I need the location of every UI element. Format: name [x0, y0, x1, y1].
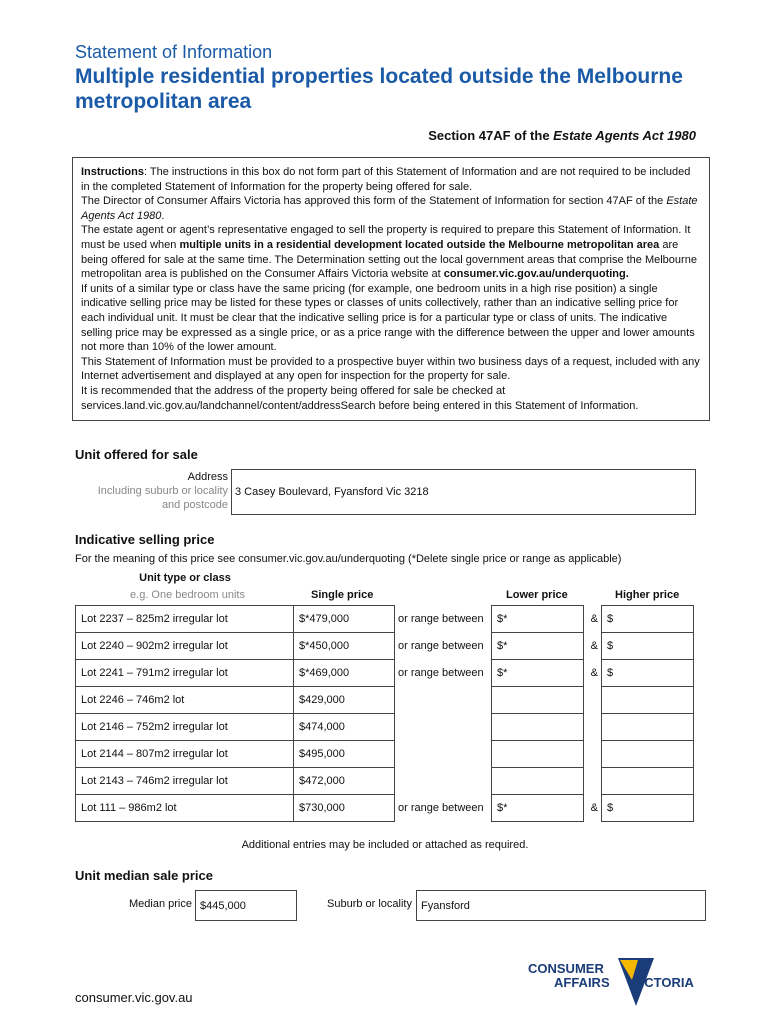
additional-entries-note: Additional entries may be included or attached as required. [241, 839, 529, 851]
single-price-cell[interactable]: $*479,000 [294, 606, 395, 633]
higher-price-cell[interactable]: $ [602, 660, 694, 687]
section-ref-prefix: Section 47AF of the [428, 128, 554, 143]
range-label [395, 714, 492, 741]
ampersand [584, 768, 602, 795]
price-row [76, 795, 694, 822]
range-label [395, 741, 492, 768]
instructions-p2-end: . [161, 209, 165, 222]
lot-cell[interactable]: Lot 2237 – 825m2 irregular lot [76, 606, 294, 633]
instructions-p3a: The estate agent or agent’s representative engaged to sell the property is required to prepare this Statement of Information. It must be used when [81, 224, 691, 251]
range-label: or range between [398, 613, 484, 625]
price-row [76, 606, 694, 633]
single-price-cell[interactable]: $472,000 [294, 768, 395, 795]
lot-cell[interactable]: Lot 2146 – 752m2 irregular lot [76, 714, 294, 741]
higher-price-cell[interactable]: $ [602, 606, 694, 633]
instructions-p6: It is recommended that the address of the property being offered for sale be checked at services.land.vic.gov.au/landchannel/content/addressSearch before being entered in this Statement of Information. [81, 384, 639, 412]
higher-price-header: Higher price [615, 589, 680, 601]
lower-price-cell[interactable]: $* [492, 606, 584, 633]
lower-price-cell[interactable]: $* [492, 795, 584, 822]
single-price-cell[interactable]: $474,000 [294, 714, 395, 741]
single-price-cell[interactable]: $495,000 [294, 741, 395, 768]
lower-price-cell[interactable]: $* [492, 633, 584, 660]
price-row [76, 633, 694, 660]
median-price-label: Median price [129, 898, 192, 910]
range-label: or range between [398, 640, 484, 652]
logo-line3: VICTORIA [632, 975, 694, 990]
lot-cell[interactable]: Lot 2240 – 902m2 irregular lot [76, 633, 294, 660]
address-label-line1: Address [187, 471, 228, 483]
instructions-p2-act: Estate Agents Act 1980 [81, 195, 698, 222]
median-price-field[interactable]: $445,000 [195, 890, 297, 921]
unit-offered-heading: Unit offered for sale [75, 447, 198, 462]
higher-price-cell[interactable]: $ [602, 795, 694, 822]
single-price-cell[interactable]: $429,000 [294, 687, 395, 714]
logo-line2: AFFAIRS [554, 975, 610, 990]
consumer-affairs-victoria-logo [528, 958, 708, 1008]
lower-price-header: Lower price [506, 589, 568, 601]
ampersand: & [590, 667, 598, 679]
form-title: Multiple residential properties located outside the Melbourne metropolitan area [75, 65, 683, 113]
instructions-p4: If units of a similar type or class have the same pricing (for example, one bedroom units in a high rise position) a single indicative selling price may be listed for these types or classes of units collectively, rather than an indicative selling price for each individual unit. It must be clear that the indicative selling price is for a particular type or class of units. The indicative selling price may be expressed as a single price, or as a price range with the difference between the upper and lower amounts not more than 10% of the lower amount. [81, 282, 695, 354]
single-price-cell[interactable]: $*469,000 [294, 660, 395, 687]
price-row [76, 768, 694, 795]
single-price-cell[interactable]: $*450,000 [294, 633, 395, 660]
price-meaning-note: For the meaning of this price see consumer.vic.gov.au/underquoting (*Delete single price or range as applicable) [75, 553, 622, 565]
lower-price-cell[interactable] [492, 687, 584, 714]
instructions-p3b: are being offered for sale at the same time. The Determination setting out the local government areas that comprise the Melbourne metropolitan area is published on the Consumer Affairs Victoria website at [81, 238, 697, 281]
ampersand: & [590, 613, 598, 625]
suburb-label: Suburb or locality [327, 898, 412, 910]
median-heading: Unit median sale price [75, 868, 213, 883]
section-reference [428, 128, 696, 143]
address-label-line3: and postcode [161, 499, 228, 511]
higher-price-cell[interactable] [602, 741, 694, 768]
footer-url[interactable]: consumer.vic.gov.au [75, 990, 193, 1005]
lot-cell[interactable]: Lot 2143 – 746m2 irregular lot [76, 768, 294, 795]
unit-type-header: Unit type or class [139, 572, 231, 584]
underquoting-link[interactable]: consumer.vic.gov.au/underquoting. [443, 268, 629, 281]
suburb-field[interactable]: Fyansford [416, 890, 706, 921]
address-label-line2: Including suburb or locality [97, 485, 228, 497]
higher-price-cell[interactable] [602, 768, 694, 795]
price-row [76, 660, 694, 687]
higher-price-cell[interactable]: $ [602, 633, 694, 660]
single-price-cell[interactable]: $730,000 [294, 795, 395, 822]
price-row [76, 714, 694, 741]
address-label [72, 470, 228, 512]
ampersand [584, 714, 602, 741]
address-field[interactable]: 3 Casey Boulevard, Fyansford Vic 3218 [231, 469, 696, 515]
section-ref-act: Estate Agents Act 1980 [553, 128, 696, 143]
lot-cell[interactable]: Lot 111 – 986m2 lot [76, 795, 294, 822]
ampersand [584, 741, 602, 768]
lot-cell[interactable]: Lot 2246 – 746m2 lot [76, 687, 294, 714]
price-table [75, 605, 694, 822]
range-label: or range between [398, 667, 484, 679]
ampersand: & [590, 640, 598, 652]
price-row [76, 741, 694, 768]
unit-type-example: e.g. One bedroom units [130, 589, 245, 601]
higher-price-cell[interactable] [602, 714, 694, 741]
ampersand [584, 687, 602, 714]
lot-cell[interactable]: Lot 2241 – 791m2 irregular lot [76, 660, 294, 687]
indicative-price-heading: Indicative selling price [75, 532, 215, 547]
range-label: or range between [398, 802, 484, 814]
form-pre-title: Statement of Information [75, 42, 273, 62]
logo-line1: CONSUMER [528, 961, 604, 976]
lower-price-cell[interactable]: $* [492, 660, 584, 687]
instructions-box [72, 157, 710, 421]
lower-price-cell[interactable] [492, 714, 584, 741]
instructions-p3-bold: multiple units in a residential development located outside the Melbourne metropolitan area [179, 238, 660, 251]
range-label [395, 768, 492, 795]
lower-price-cell[interactable] [492, 741, 584, 768]
lower-price-cell[interactable] [492, 768, 584, 795]
ampersand: & [590, 802, 598, 814]
range-label [395, 687, 492, 714]
instructions-p1: : The instructions in this box do not form part of this Statement of Information and are not required to be included in the completed Statement of Information for the property being offered for sale. [81, 166, 691, 193]
price-row [76, 687, 694, 714]
higher-price-cell[interactable] [602, 687, 694, 714]
single-price-header: Single price [311, 589, 374, 601]
instructions-p5: This Statement of Information must be provided to a prospective buyer within two business days of a request, included with any Internet advertisement and displayed at any open for inspection for the property for sale. [81, 355, 700, 383]
lot-cell[interactable]: Lot 2144 – 807m2 irregular lot [76, 741, 294, 768]
instructions-label: Instructions [81, 166, 144, 178]
instructions-p2: The Director of Consumer Affairs Victoria has approved this form of the Statement of Information for section 47AF of the [81, 195, 667, 208]
